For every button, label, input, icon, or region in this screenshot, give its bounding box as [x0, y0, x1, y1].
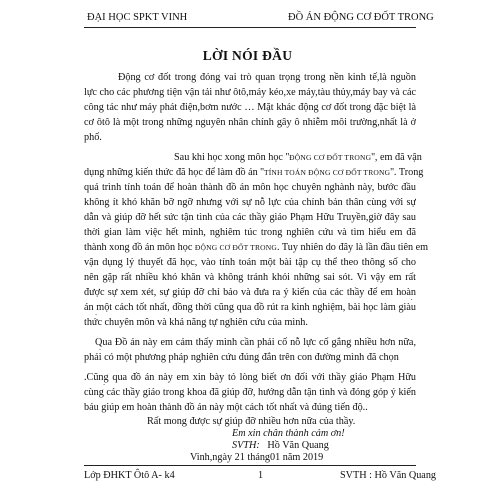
paragraph-line: nên gặp rất nhiều khó khăn và không tránh khỏi những sai sót. Vì vậy em rất: [84, 272, 416, 283]
paragraph-line: công tác như máy phát điện,bơm nước … Mặt khác động cơ đốt trong đặc biệt là: [84, 102, 416, 113]
footer-class: Lớp ĐHKT Ôtô A- k4: [84, 470, 175, 481]
course-name: ĐỘNG CƠ ĐỐT TRONG: [194, 243, 278, 252]
course-name: ĐỘNG CƠ ĐỐT TRONG: [289, 153, 372, 162]
paragraph-line: Qua Đồ án này em cảm thấy mình cần phải cố nỗ lực cố gắng nhiều hơn nữa,: [95, 337, 416, 348]
header-right: ĐỒ ÁN ĐỘNG CƠ ĐỐT TRONG: [288, 12, 434, 23]
paragraph-line: dẫn và giúp đỡ hết sức tận tình của các thầy giáo Phạm Hữu Truyền,giờ đây sau: [84, 212, 416, 223]
signature-line: [232, 440, 329, 452]
text-run: thành xong đồ án môn học: [84, 242, 195, 253]
closing-line: Rất mong được sự giúp đỡ nhiều hơn nữa của thầy.: [147, 416, 356, 427]
paragraph-line: .Cũng qua đồ án này em xin bày tỏ lòng biết ơn đối với thầy giáo Phạm Hữu: [84, 372, 416, 383]
paragraph-line: [174, 152, 422, 164]
text-run: Sau khi học xong môn học '': [174, 152, 290, 163]
paragraph-line: [84, 242, 428, 254]
text-run: ''. Trong: [390, 167, 424, 178]
paragraph-line: [84, 167, 423, 179]
signature-name: Hồ Văn Quang: [267, 440, 329, 451]
paragraph-line: phố.: [84, 132, 102, 143]
paragraph-line: quá trình tính toán để hoàn thành đồ án môn học chuyên nghành này, bước đầu: [84, 182, 416, 193]
footer-rule: [84, 465, 416, 466]
paragraph-line: thời gian làm việc hết mình, nghiêm túc trong nghiên cứu và tìm hiểu em đã: [84, 227, 416, 238]
paragraph-line: thức chuyên môn và khả năng tự nghiên cứu của mình.: [84, 317, 308, 328]
paragraph-line: phải có một phương pháp nghiên cứu đúng đắn trên con đường mình đã chọn: [84, 352, 399, 363]
header-rule: [84, 27, 416, 28]
thanks-line: Em xin chân thành cảm ơn!: [232, 428, 345, 439]
text-run: dụng những kiến thức đã học để làm đồ án '': [84, 167, 264, 178]
signature-label: SVTH:: [232, 440, 260, 451]
date-line: Vinh,ngày 21 tháng01 năm 2019: [190, 452, 324, 463]
footer-page-number: 1: [258, 470, 264, 481]
paragraph-line: cơ ôtô là một trong những nguyên nhân chính gây ô nhiễm môi trường,nhất là ở: [84, 117, 416, 128]
footer-author: SVTH : Hồ Văn Quang: [340, 470, 437, 481]
paragraph-line: báu giúp em hoàn thành đồ án này một cách tốt nhất và đúng tiến độ..: [84, 402, 368, 413]
paragraph-line: không ít khó khăn bỡ ngỡ nhưng với sự nỗ lực của chính bản thân cùng với sự: [84, 197, 416, 208]
header-left: ĐẠI HỌC SPKT VINH: [87, 12, 188, 23]
paragraph-line: lực cho các phương tiện vận tải như ôtô,máy kéo,xe máy,tàu thủy,máy bay và các: [84, 87, 416, 98]
paragraph-line: cùng các thầy giáo trong khoa đã giúp đỡ, hướng dẫn tận tình và đóng góp ý kiến: [84, 387, 416, 398]
text-run: . Tuy nhiên do đây là lần đầu tiên em: [277, 242, 429, 253]
paragraph-line: án một cách tốt nhất, đồng thời cũng qua đồ rút ra kinh nghiệm, bài học làm giàu: [84, 302, 416, 313]
project-name: TÍNH TOÁN ĐỘNG CƠ ĐỐT TRONG: [263, 168, 391, 177]
text-run: '', em đã vận: [371, 152, 422, 163]
paragraph-line: vận dụng lý thuyết đã học, vào tính toán một bài tập cụ thể theo thông số cho: [84, 257, 416, 268]
paragraph-line: Động cơ đốt trong đóng vai trò quan trọng trong nền kinh tế,là nguồn: [118, 72, 416, 83]
page-title: LỜI NÓI ĐẦU: [202, 48, 293, 63]
paragraph-line: được sự xem xét, sự giúp đỡ chỉ bảo và đưa ra ý kiến của các thầy để em hoàn: [84, 287, 416, 298]
